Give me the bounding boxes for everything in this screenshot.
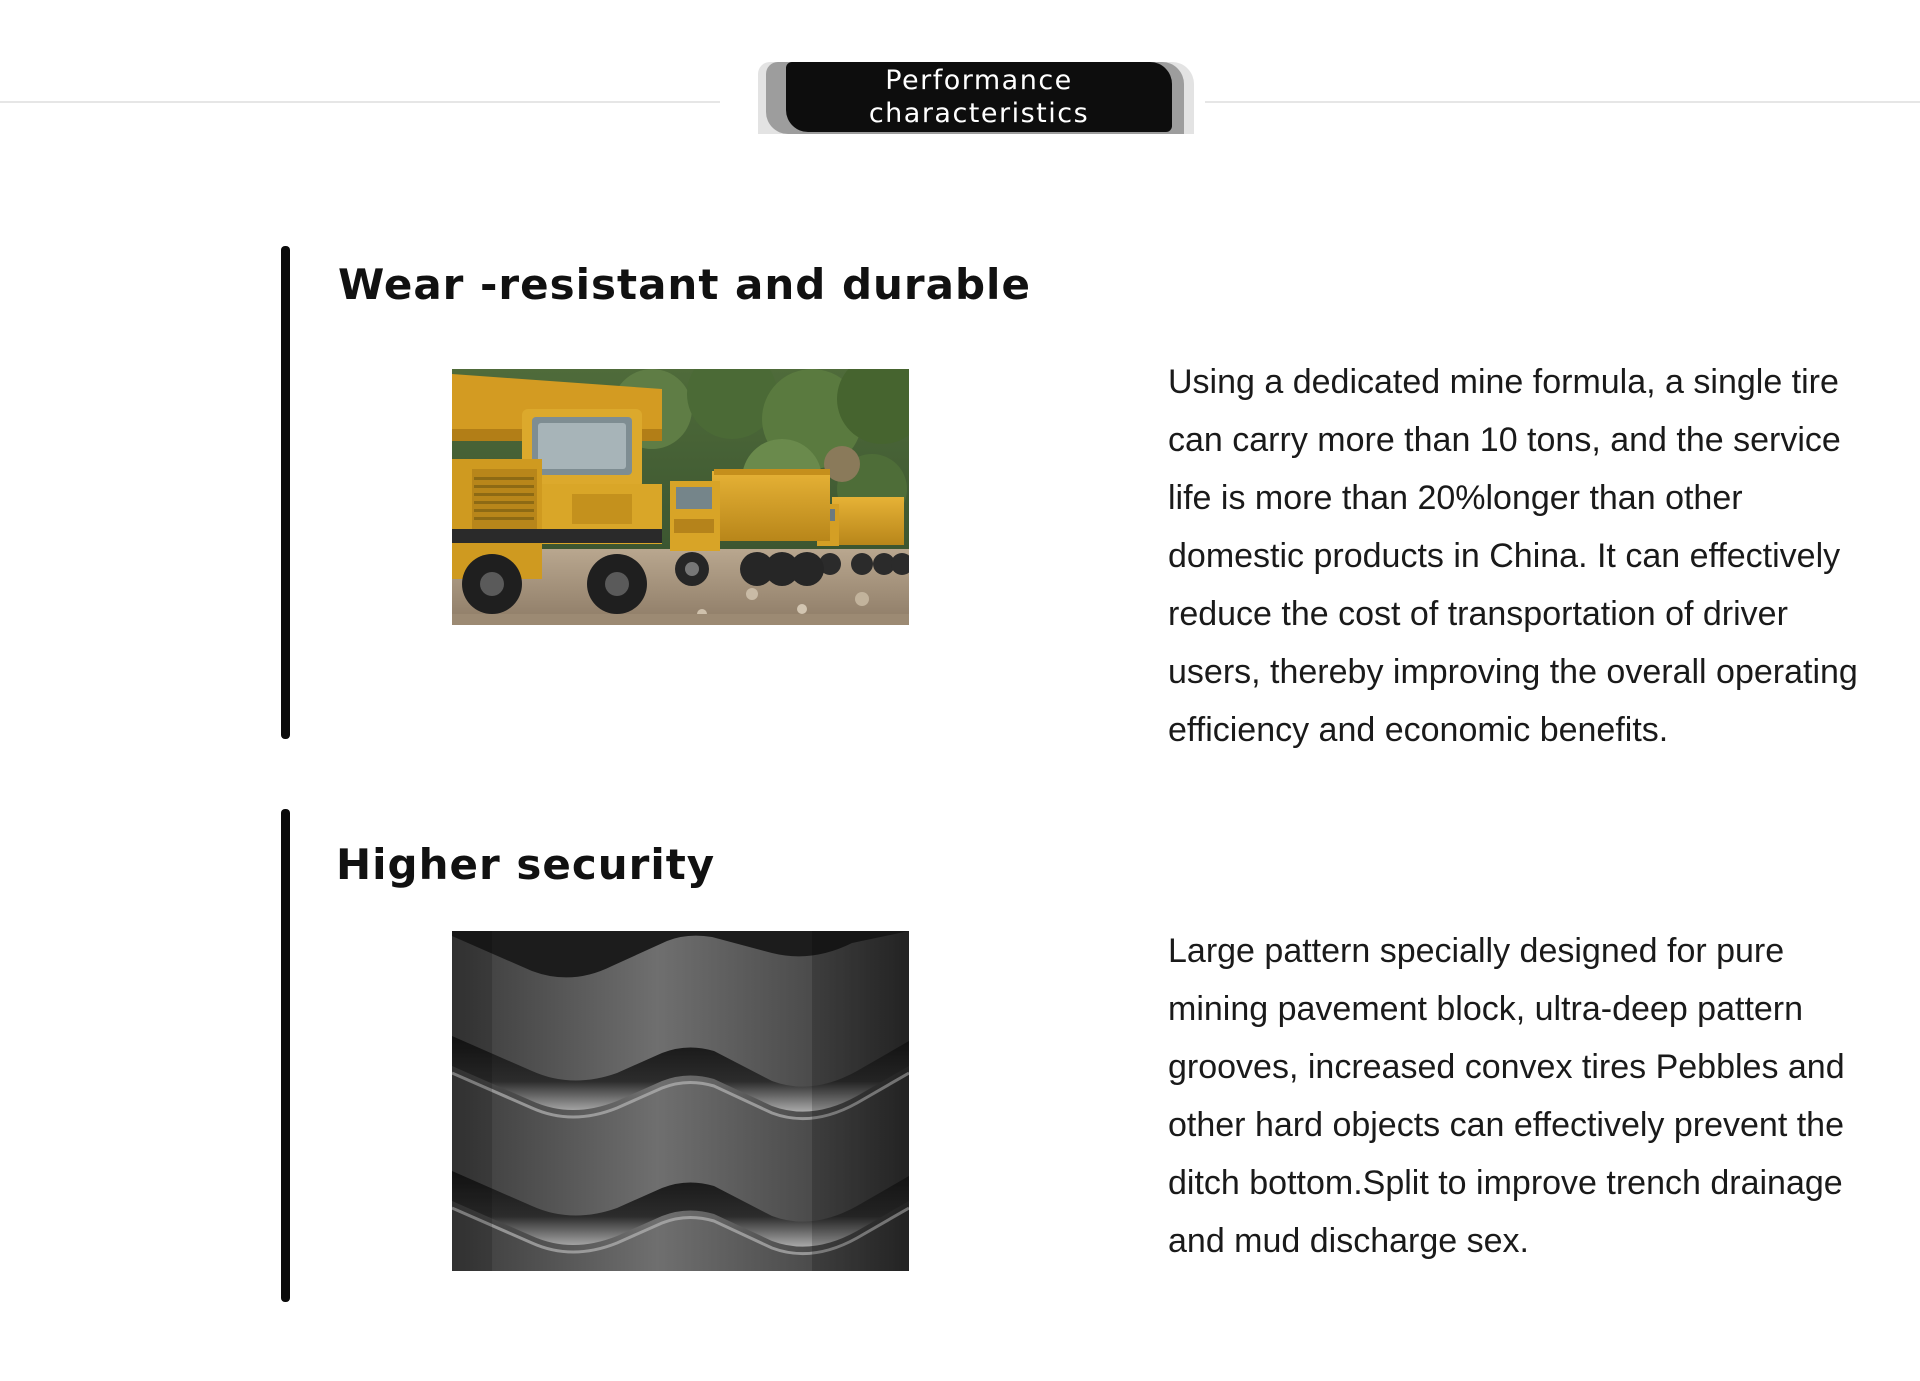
section-header-tab [758,62,1194,134]
section-2-description: Large pattern specially designed for pure mining pavement block, ultra-deep pattern grooves, increased convex tires Pebbles and other hard objects can effectively prevent the ditch bottom.Split to improve trench drainage and mud discharge sex. [1168,932,1845,1260]
tire-tread-illustration [452,931,909,1271]
section-1-description: Using a dedicated mine formula, a single tire can carry more than 10 tons, and the service life is more than 20%longer than other domestic products in China. It can effectively reduce the cost of transportation of driver users, thereby improving the overall operating efficiency and economic benefits. [1168,363,1858,749]
section-2-photo-tire-tread [452,931,909,1271]
section-1-heading: Wear -resistant and durable [338,260,1031,309]
section-1-photo-mining-trucks [452,369,909,625]
page-title: Performance characteristics [868,65,1090,129]
section-2-heading: Higher security [336,840,716,889]
section-2-accent-bar [281,809,290,1302]
header-rule-right [1205,101,1920,103]
header-rule-left [0,101,720,103]
tab-body [786,62,1172,132]
mining-trucks-illustration [452,369,909,625]
section-1-accent-bar [281,246,290,739]
